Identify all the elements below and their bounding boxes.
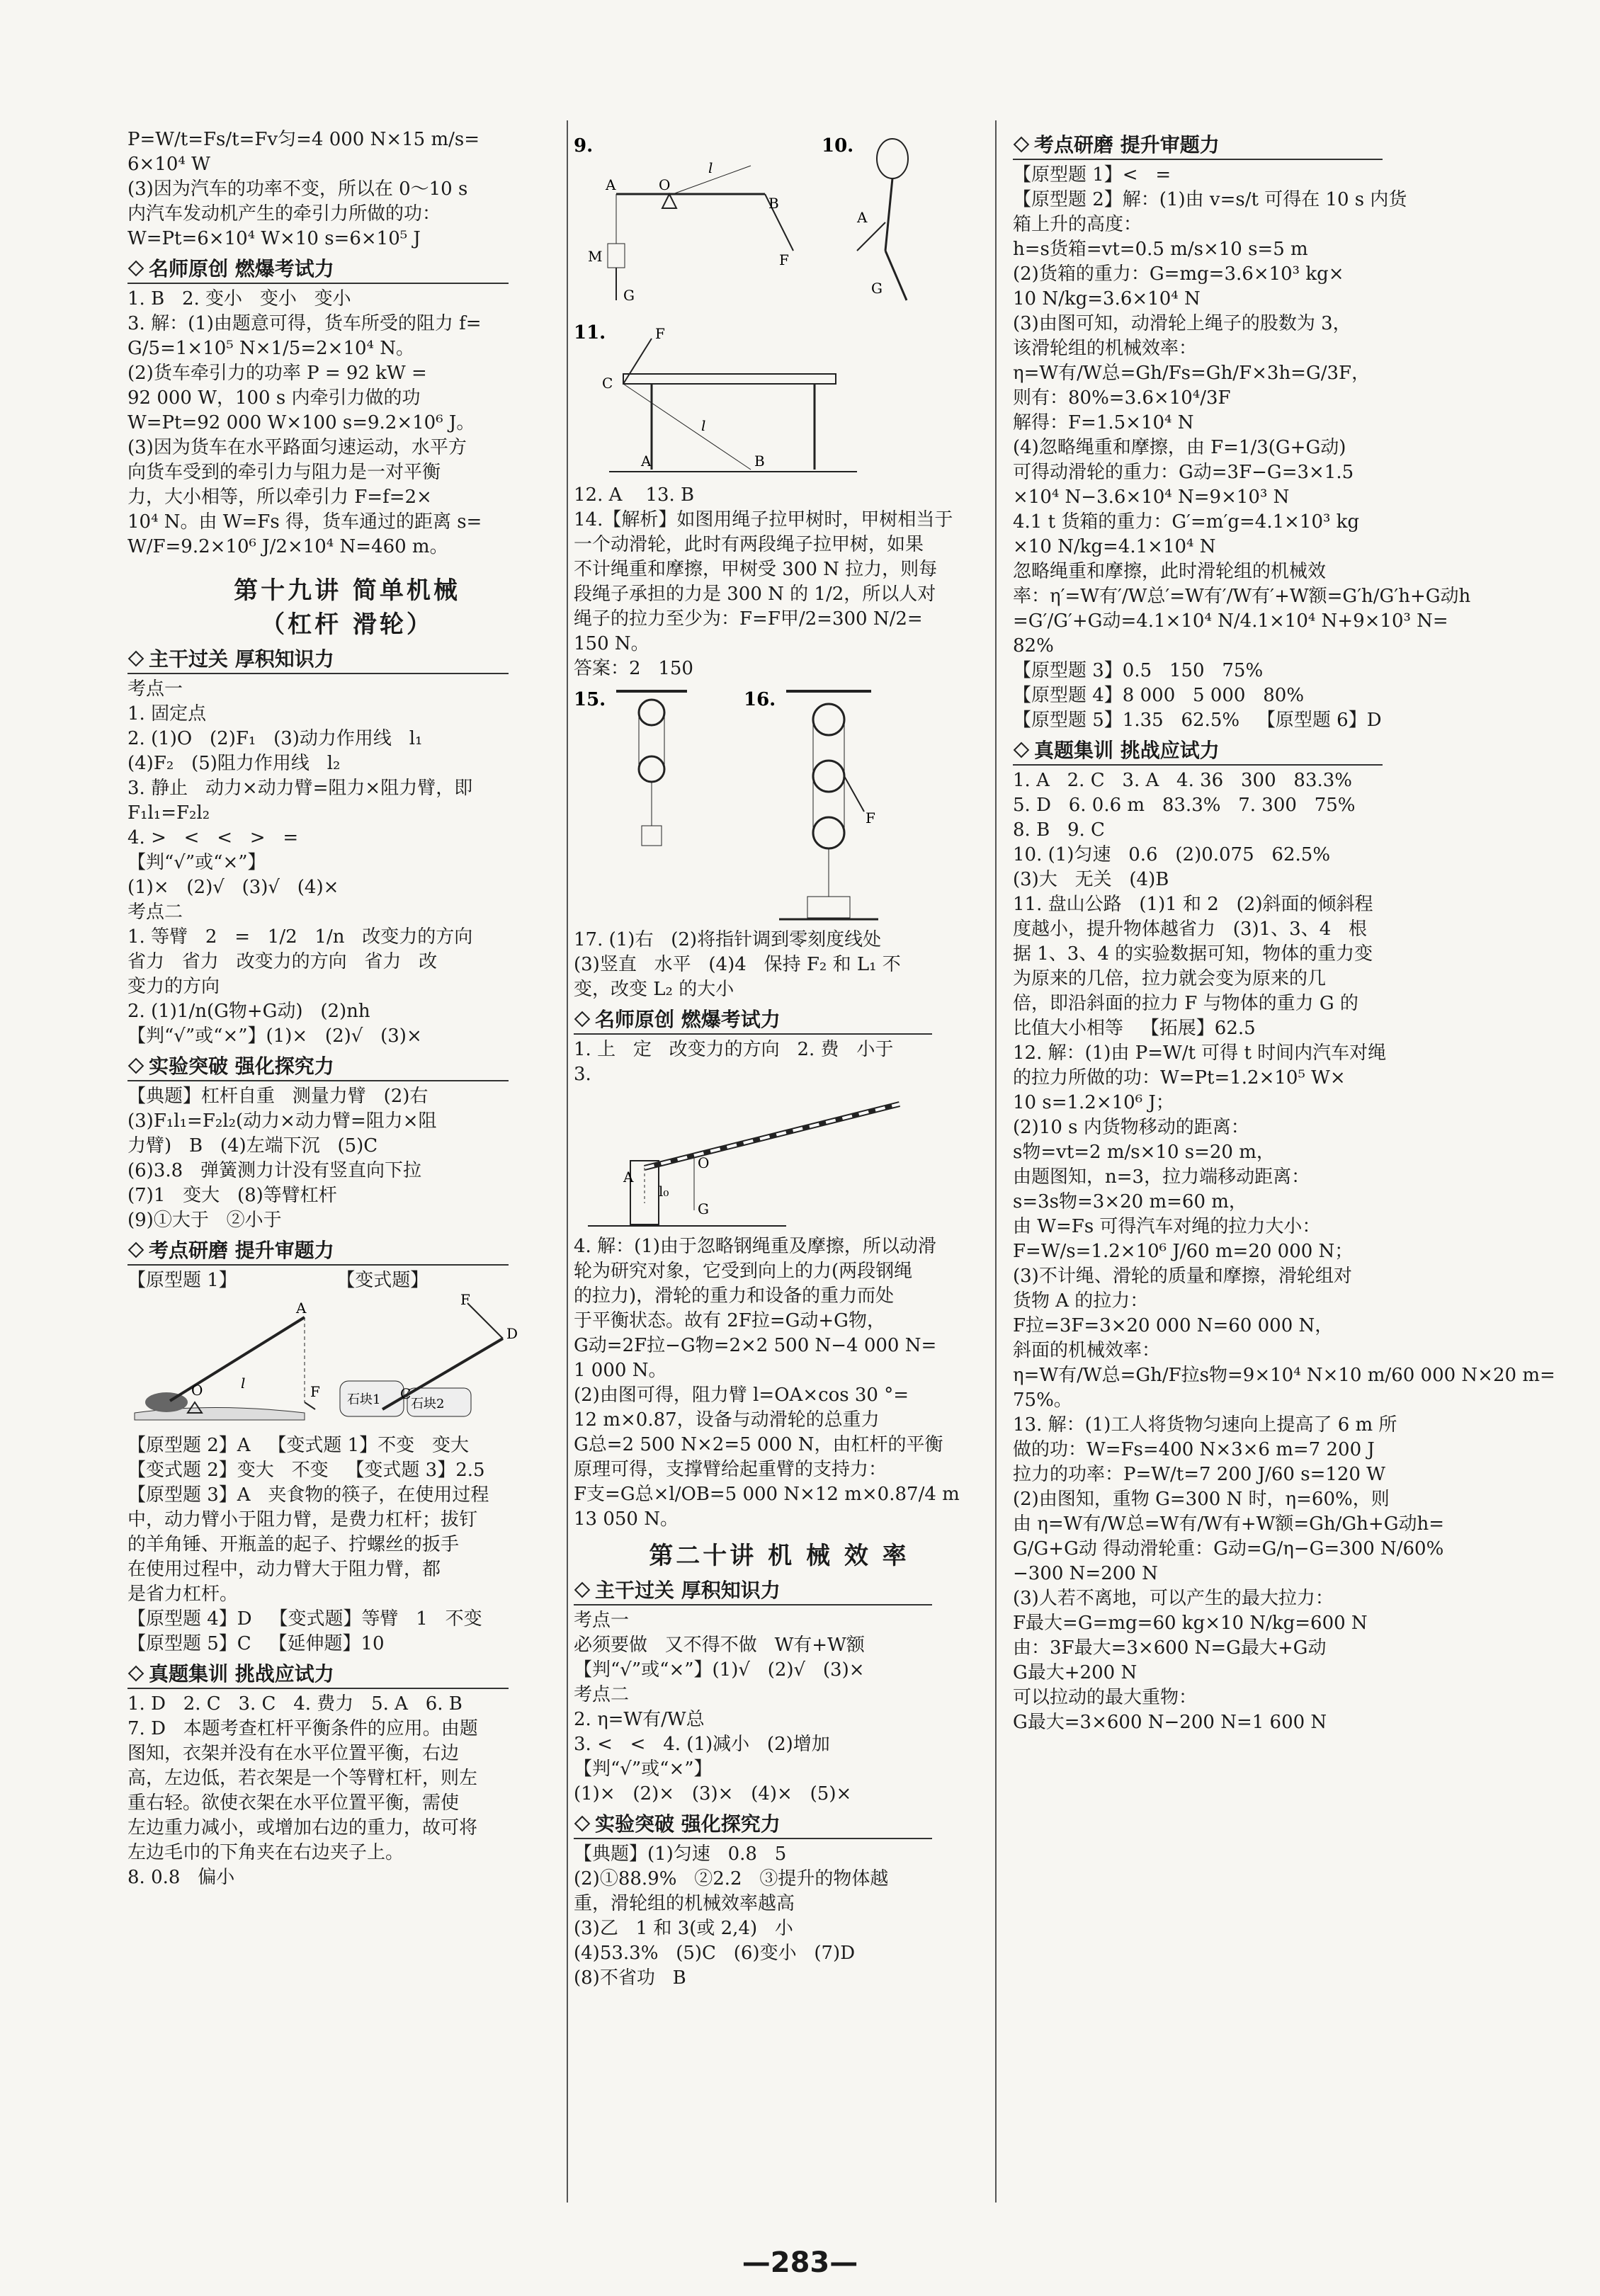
text-block — [574, 1608, 985, 1807]
text-line: 92 000 W，100 s 内牵引力做的功 — [127, 387, 421, 409]
text-block — [574, 1038, 985, 1087]
text-line: (3)不计绳、滑轮的质量和摩擦，滑轮组对 — [1013, 1266, 1352, 1287]
fig-label: B — [754, 453, 765, 470]
text-line: 4. > < < > = — [127, 827, 299, 848]
fig-label: G — [623, 287, 635, 304]
text-line: 绳子的拉力至少为：F=F甲/2=300 N/2= — [574, 608, 923, 630]
text-line: 比值大小相等 【拓展】62.5 — [1013, 1018, 1256, 1039]
diamond-icon — [1014, 137, 1030, 153]
fig-number: 10. — [822, 135, 854, 157]
text-line: 的羊角锤、开瓶盖的起子、拧螺丝的扳手 — [127, 1534, 460, 1555]
text-block — [127, 287, 567, 559]
text-line: 左边重力减小，或增加右边的重力，故可将 — [127, 1817, 478, 1838]
text-line: s=3s物=3×20 m=60 m， — [1013, 1191, 1247, 1212]
text-line: 17. (1)右 (2)将指针调到零刻度线处 — [574, 929, 882, 950]
fig-label: 石块1 — [347, 1392, 381, 1407]
text-line: (2)①88.9% ②2.2 ③提升的物体越 — [574, 1868, 889, 1889]
fig-label: l — [701, 417, 706, 434]
text-line: G最大+200 N — [1013, 1662, 1137, 1683]
text-block — [574, 1842, 985, 1991]
figures-15-16 — [574, 684, 985, 925]
text-block — [574, 928, 985, 1002]
text-line: 【原型题 2】解：(1)由 v=s/t 可得在 10 s 内货 — [1013, 189, 1407, 210]
section-header — [127, 1053, 509, 1081]
text-line: 7. D 本题考查杠杆平衡条件的应用。由题 — [127, 1718, 478, 1739]
text-line: (3)因为汽车的功率不变，所以在 0～10 s — [127, 178, 468, 200]
text-line: 忽略绳重和摩擦，此时滑轮组的机械效 — [1013, 561, 1327, 582]
text-line: 该滑轮组的机械效率： — [1013, 338, 1198, 359]
text-line: 5. D 6. 0.6 m 83.3% 7. 300 75% — [1013, 795, 1356, 816]
text-line: G总=2 500 N×2=5 000 N，由杠杆的平衡 — [574, 1434, 943, 1455]
text-block — [574, 1234, 985, 1532]
text-line: 【原型题 2】A 【变式题 1】不变 变大 — [127, 1435, 469, 1456]
text-line: h=s货箱=vt=0.5 m/s×10 s=5 m — [1013, 239, 1308, 260]
diamond-icon — [574, 1816, 591, 1832]
text-line: 图知，衣架并没有在水平位置平衡，右边 — [127, 1743, 460, 1764]
section-header — [574, 1811, 932, 1839]
text-line: 11. 盘山公路 (1)1 和 2 (2)斜面的倾斜程 — [1013, 894, 1373, 915]
text-line: (3)竖直 水平 (4)4 保持 F₂ 和 L₁ 不 — [574, 954, 901, 975]
section-header — [127, 1237, 509, 1266]
fig-label: G — [871, 280, 883, 297]
fig-label: C — [400, 1385, 412, 1402]
text-line: 一个动滑轮，此时有两段绳子拉甲树，如果 — [574, 534, 924, 555]
text-line: F=W/s=1.2×10⁶ J/60 m=20 000 N； — [1013, 1241, 1354, 1262]
text-line: 解得：F=1.5×10⁴ N — [1013, 412, 1194, 433]
figures-9-10 — [574, 130, 985, 314]
diamond-icon — [128, 261, 144, 277]
text-line: (6)3.8 弹簧测力计没有竖直向下拉 — [127, 1160, 421, 1181]
text-line: 【变式题 2】变大 不变 【变式题 3】2.5 — [127, 1460, 485, 1481]
text-line: 重右轻。欲使衣架在水平位置平衡，需使 — [127, 1792, 460, 1814]
text-line: (4)忽略绳重和摩擦，由 F=1/3(G+G动) — [1013, 437, 1346, 458]
text-line: 【原型题 4】8 000 5 000 80% — [1013, 685, 1305, 706]
fig-number: 9. — [574, 135, 594, 157]
fig-label: A — [857, 209, 868, 226]
text-line: 内汽车发动机产生的牵引力所做的功： — [127, 203, 441, 225]
fig-label: O — [659, 176, 671, 193]
fig-label: F — [460, 1291, 470, 1308]
text-line: 1. 等臂 2 = 1/2 1/n 改变力的方向 — [127, 926, 473, 948]
text-block — [1013, 163, 1471, 733]
text-line: =G′/G′+G动=4.1×10⁴ N/4.1×10⁴ N+9×10³ N= — [1013, 610, 1448, 632]
text-line: 据 1、3、4 的实验数据可知，物体的重力变 — [1013, 943, 1373, 965]
text-line: W=Pt=6×10⁴ W×10 s=6×10⁵ J — [127, 228, 421, 249]
text-block — [574, 483, 985, 681]
fig-label: F — [779, 251, 789, 268]
lever-figure — [127, 1291, 567, 1431]
fig-number: 16. — [744, 689, 776, 710]
text-line: 不计绳重和摩擦，甲树受 300 N 拉力，则每 — [574, 559, 938, 580]
section-title: 真题集训 挑战应试力 — [149, 1662, 334, 1686]
section-header — [127, 256, 509, 284]
text-line: η=W有/W总=Gh/Fs=Gh/F×3h=G/3F， — [1013, 363, 1371, 384]
text-line: 【原型题 1】< = — [1013, 164, 1171, 186]
text-line: 3. — [574, 1064, 591, 1085]
diamond-icon — [128, 1058, 144, 1074]
text-line: (3)由图可知，动滑轮上绳子的股数为 3， — [1013, 313, 1351, 334]
text-line: 货物 A 的拉力： — [1013, 1290, 1149, 1312]
text-line: (3)乙 1 和 3(或 2,4) 小 — [574, 1918, 793, 1939]
section-header — [1013, 132, 1383, 160]
text-line: (3)大 无关 (4)B — [1013, 869, 1169, 890]
text-line: 度越小，提升物体越省力 (3)1、3、4 根 — [1013, 919, 1368, 940]
text-block — [127, 1692, 567, 1890]
text-line: 变，改变 L₂ 的大小 — [574, 979, 734, 1000]
text-line: 由：3F最大=3×600 N=G最大+G动 — [1013, 1637, 1327, 1659]
fig-label: l₀ — [659, 1183, 669, 1200]
text-line: 率：η′=W有′/W总′=W有′/W有′+W额=G′h/G′h+G动h — [1013, 586, 1471, 607]
text-line: 拉力的功率：P=W/t=7 200 J/60 s=120 W — [1013, 1464, 1385, 1485]
text-line: 轮为研究对象，它受到向上的力(两段钢绳 — [574, 1261, 913, 1282]
lecture-title: 第十九讲 简单机械 — [234, 576, 460, 605]
fig-label: D — [506, 1325, 518, 1342]
fig-label: A — [606, 176, 616, 193]
section-title: 实验突破 强化探究力 — [595, 1812, 781, 1836]
text-block — [127, 1084, 567, 1233]
text-line: 1. A 2. C 3. A 4. 36 300 83.3% — [1013, 770, 1353, 791]
text-line: 2. η=W有/W总 — [574, 1709, 705, 1730]
text-line: (3)因为货车在水平路面匀速运动，水平方 — [127, 437, 467, 458]
text-line: 10. (1)匀速 0.6 (2)0.075 62.5% — [1013, 844, 1331, 865]
text-line: 的拉力)，滑轮的重力和设备的重力而处 — [574, 1285, 895, 1307]
section-title: 实验突破 强化探究力 — [149, 1055, 334, 1078]
text-line: 左边毛巾的下角夹在右边夹子上。 — [127, 1842, 404, 1863]
text-line: G/5=1×10⁵ N×1/5=2×10⁴ N。 — [127, 338, 414, 359]
fig-label: F — [655, 325, 665, 342]
figure-11 — [574, 317, 985, 480]
section-title: 考点研磨 提升审题力 — [149, 1239, 334, 1262]
text-line: 3. 解：(1)由题意可得，货车所受的阻力 f= — [127, 313, 482, 334]
text-block — [1013, 768, 1555, 1735]
text-line: 3. 静止 动力×动力臂=阻力×阻力臂，即 — [127, 778, 473, 799]
text-line: 75%。 — [1013, 1389, 1072, 1411]
text-line: 【原型题 5】C 【延伸题】10 — [127, 1633, 385, 1654]
page-number: —283— — [742, 2246, 858, 2279]
column-divider — [995, 120, 997, 2203]
text-line: 【判“√”或“×”】(1)× (2)√ (3)× — [127, 1025, 422, 1047]
fig-label: l — [241, 1375, 246, 1392]
text-line: (1)× (2)√ (3)√ (4)× — [127, 877, 339, 898]
text-line: 原理可得，支撑臂给起重臂的支持力： — [574, 1459, 887, 1480]
section-header — [574, 1006, 932, 1035]
text-line: 12. A 13. B — [574, 484, 695, 506]
section-header — [127, 1661, 509, 1689]
text-line: 2. (1)1/n(G物+G动) (2)nh — [127, 1001, 370, 1022]
text-line: 1. D 2. C 3. C 4. 费力 5. A 6. B — [127, 1693, 463, 1715]
text-line: 150 N。 — [574, 633, 649, 654]
text-line: (7)1 变大 (8)等臂杠杆 — [127, 1185, 337, 1206]
text-block — [127, 127, 567, 251]
text-line: (4)53.3% (5)C (6)变小 (7)D — [574, 1943, 856, 1964]
text-line: 1. B 2. 变小 变小 变小 — [127, 288, 351, 309]
text-line: 倍，即沿斜面的拉力 F 与物体的重力 G 的 — [1013, 993, 1358, 1014]
text-line: 于平衡状态。故有 2F拉=G动+G物， — [574, 1310, 885, 1331]
text-line: 10 s=1.2×10⁶ J； — [1013, 1092, 1174, 1113]
text-line: 【判“√”或“×”】 — [127, 852, 266, 873]
text-line: 13 050 N。 — [574, 1508, 679, 1530]
text-line: F最大=G=mg=60 kg×10 N/kg=600 N — [1013, 1613, 1368, 1634]
diamond-icon — [1014, 742, 1030, 758]
text-line: 的拉力所做的功：W=Pt=1.2×10⁵ W× — [1013, 1067, 1346, 1089]
text-line: 【原型题 3】A 夹食物的筷子，在使用过程 — [127, 1484, 489, 1506]
text-line: 在使用过程中，动力臂大于阻力臂，都 — [127, 1559, 441, 1580]
text-line: 向货车受到的牵引力与阻力是一对平衡 — [127, 462, 441, 483]
text-line: 考点二 — [127, 902, 183, 923]
text-line: 由题图知，n=3，拉力端移动距离： — [1013, 1166, 1310, 1188]
fig-number: 11. — [574, 322, 606, 343]
text-line: W/F=9.2×10⁶ J/2×10⁴ N=460 m。 — [127, 536, 448, 557]
text-line: 1 000 N。 — [574, 1360, 667, 1381]
text-line: 14.【解析】如图用绳子拉甲树时，甲树相当于 — [574, 509, 953, 530]
fig-label: A — [641, 453, 652, 470]
text-line: (2)10 s 内货物移动的距离： — [1013, 1117, 1249, 1138]
text-line: 答案：2 150 — [574, 658, 693, 679]
text-line: 【原型题 3】0.5 150 75% — [1013, 660, 1264, 681]
lecture-subtitle: （杠杆 滑轮） — [261, 610, 433, 639]
section-title: 名师原创 燃爆考试力 — [149, 257, 334, 280]
text-line: P=W/t=Fs/t=Fv匀=4 000 N×15 m/s= — [127, 129, 480, 150]
column-right — [1013, 127, 1555, 1735]
fig-number: 15. — [574, 689, 606, 710]
text-line: (2)由图可得，阻力臂 l=OA×cos 30 °= — [574, 1385, 909, 1406]
text-line: 【典题】杠杆自重 测量力臂 (2)右 — [127, 1086, 429, 1107]
text-line: (2)货车牵引力的功率 P = 92 kW = — [127, 363, 427, 384]
text-line: F支=G总×l/OB=5 000 N×12 m×0.87/4 m — [574, 1484, 960, 1505]
text-line: 【典题】(1)匀速 0.8 5 — [574, 1843, 787, 1865]
text-line: 【原型题 1】 【变式题】 — [127, 1270, 429, 1291]
text-line: F₁l₁=F₂l₂ — [127, 802, 210, 824]
text-line: (9)①大于 ②小于 — [127, 1210, 282, 1231]
section-header — [574, 1577, 932, 1606]
text-line: 为原来的几倍，拉力就会变为原来的几 — [1013, 968, 1327, 989]
fig-label: O — [191, 1382, 203, 1399]
column-middle — [574, 127, 985, 1991]
text-line: 1. 上 定 改变力的方向 2. 费 小于 — [574, 1039, 894, 1060]
text-line: (2)由图知，重物 G=300 N 时，η=60%，则 — [1013, 1489, 1390, 1510]
text-line: 变力的方向 — [127, 976, 220, 997]
fig-label: A — [623, 1169, 634, 1186]
fig-label: F — [866, 809, 875, 826]
text-line: 力臂) B (4)左端下沉 (5)C — [127, 1135, 378, 1156]
text-line: 10 N/kg=3.6×10⁴ N — [1013, 288, 1201, 309]
diamond-icon — [574, 1582, 591, 1598]
text-line: 4. 解：(1)由于忽略钢绳重及摩擦，所以动滑 — [574, 1236, 936, 1257]
text-line: 1. 固定点 — [127, 703, 207, 724]
text-line: 做的功：W=Fs=400 N×3×6 m=7 200 J — [1013, 1439, 1375, 1460]
text-line: 斜面的机械效率： — [1013, 1340, 1161, 1361]
text-line: 可得动滑轮的重力：G动=3F−G=3×1.5 — [1013, 462, 1354, 483]
diamond-icon — [574, 1011, 591, 1028]
text-line: W=Pt=92 000 W×100 s=9.2×10⁶ J。 — [127, 412, 475, 433]
text-line: G/G+G动 得动滑轮重：G动=G/η−G=300 N/60% — [1013, 1538, 1444, 1559]
text-line: 考点二 — [574, 1684, 630, 1705]
column-divider — [567, 120, 568, 2203]
text-line: (2)货箱的重力：G=mg=3.6×10³ kg× — [1013, 263, 1344, 285]
text-line: 13. 解：(1)工人将货物匀速向上提高了 6 m 所 — [1013, 1414, 1397, 1436]
text-line: (3)人若不离地，可以产生的最大拉力： — [1013, 1588, 1334, 1609]
text-line: 中，动力臂小于阻力臂，是费力杠杆；拔钉 — [127, 1509, 478, 1530]
text-line: 10⁴ N。由 W=Fs 得，货车通过的距离 s= — [127, 511, 482, 533]
text-line: 可以拉动的最大重物： — [1013, 1687, 1198, 1708]
diamond-icon — [128, 651, 144, 667]
text-line: ×10⁴ N−3.6×10⁴ N=9×10³ N — [1013, 487, 1290, 508]
text-line: 必须要做 又不得不做 W有+W额 — [574, 1635, 865, 1656]
text-line: −300 N=200 N — [1013, 1563, 1158, 1584]
figure-crane — [574, 1090, 985, 1232]
fig-label: G — [698, 1200, 709, 1217]
text-line: 12. 解：(1)由 P=W/t 可得 t 时间内汽车对绳 — [1013, 1042, 1387, 1064]
text-block — [127, 1433, 567, 1656]
fig-label: O — [698, 1154, 710, 1171]
diamond-icon — [128, 1242, 144, 1258]
text-line: 力，大小相等，所以牵引力 F=f=2× — [127, 487, 432, 508]
section-header — [1013, 737, 1383, 766]
text-line: ×10 N/kg=4.1×10⁴ N — [1013, 536, 1216, 557]
text-line: 4.1 t 货箱的重力：G′=m′g=4.1×10³ kg — [1013, 511, 1360, 533]
text-line: 重，滑轮组的机械效率越高 — [574, 1893, 795, 1914]
fig-label: 石块2 — [411, 1397, 445, 1411]
text-line: 【原型题 5】1.35 62.5% 【原型题 6】D — [1013, 710, 1382, 731]
text-line: 是省力杠杆。 — [127, 1584, 239, 1605]
text-line: 82% — [1013, 635, 1054, 657]
section-title: 主干过关 厚积知识力 — [149, 647, 334, 671]
section-header — [127, 646, 509, 674]
text-line: 则有：80%=3.6×10⁴/3F — [1013, 387, 1231, 409]
text-line: 8. 0.8 偏小 — [127, 1867, 235, 1888]
section-title: 主干过关 厚积知识力 — [595, 1579, 781, 1602]
text-line: 【判“√”或“×”】(1)√ (2)√ (3)× — [574, 1659, 865, 1681]
fig-label: C — [602, 375, 613, 392]
text-line: (4)F₂ (5)阻力作用线 l₂ — [127, 753, 341, 774]
text-line: F拉=3F=3×20 000 N=60 000 N， — [1013, 1315, 1334, 1336]
fig-label: F — [310, 1383, 320, 1400]
text-line: 6×10⁴ W — [127, 154, 210, 175]
text-line: 2. (1)O (2)F₁ (3)动力作用线 l₁ — [127, 728, 423, 749]
text-line: 省力 省力 改变力的方向 省力 改 — [127, 951, 438, 972]
diamond-icon — [128, 1666, 144, 1682]
section-title: 名师原创 燃爆考试力 — [595, 1008, 781, 1031]
text-line: 【原型题 4】D 【变式题】等臂 1 不变 — [127, 1608, 482, 1630]
section-title: 真题集训 挑战应试力 — [1034, 739, 1220, 762]
text-line: 【判“√”或“×”】 — [574, 1758, 713, 1780]
text-line: 由 W=Fs 可得汽车对绳的拉力大小： — [1013, 1216, 1321, 1237]
fig-label: A — [296, 1300, 307, 1317]
text-line: 8. B 9. C — [1013, 819, 1105, 841]
lecture-title: 第二十讲 机 械 效 率 — [649, 1542, 909, 1570]
text-block — [127, 677, 567, 1049]
text-line: 考点一 — [574, 1610, 630, 1631]
text-line: 3. < < 4. (1)减小 (2)增加 — [574, 1734, 830, 1755]
fig-label: l — [708, 159, 713, 176]
text-line: 箱上升的高度： — [1013, 214, 1142, 235]
fig-label: M — [588, 248, 603, 265]
column-left — [127, 127, 567, 1890]
text-line: (1)× (2)× (3)× (4)× (5)× — [574, 1783, 852, 1805]
text-line: G最大=3×600 N−200 N=1 600 N — [1013, 1712, 1327, 1733]
text-line: 段绳子承担的力是 300 N 的 1/2，所以人对 — [574, 584, 936, 605]
text-line: 考点一 — [127, 678, 183, 700]
text-line: 高，左边低，若衣架是一个等臂杠杆，则左 — [127, 1768, 478, 1789]
text-line: η=W有/W总=Gh/F拉s物=9×10⁴ N×10 m/60 000 N×20 m= — [1013, 1365, 1555, 1386]
text-line: (3)F₁l₁=F₂l₂(动力×动力臂=阻力×阻 — [127, 1110, 437, 1132]
section-title: 考点研磨 提升审题力 — [1034, 133, 1220, 157]
text-line: 12 m×0.87，设备与动滑轮的总重力 — [574, 1409, 880, 1431]
fig-label: B — [768, 195, 779, 212]
text-line: G动=2F拉−G物=2×2 500 N−4 000 N= — [574, 1335, 937, 1356]
text-line: (8)不省功 B — [574, 1967, 686, 1989]
text-line: s物=vt=2 m/s×10 s=20 m， — [1013, 1142, 1275, 1163]
text-line: 由 η=W有/W总=W有/W有+W额=Gh/Gh+G动h= — [1013, 1513, 1444, 1535]
